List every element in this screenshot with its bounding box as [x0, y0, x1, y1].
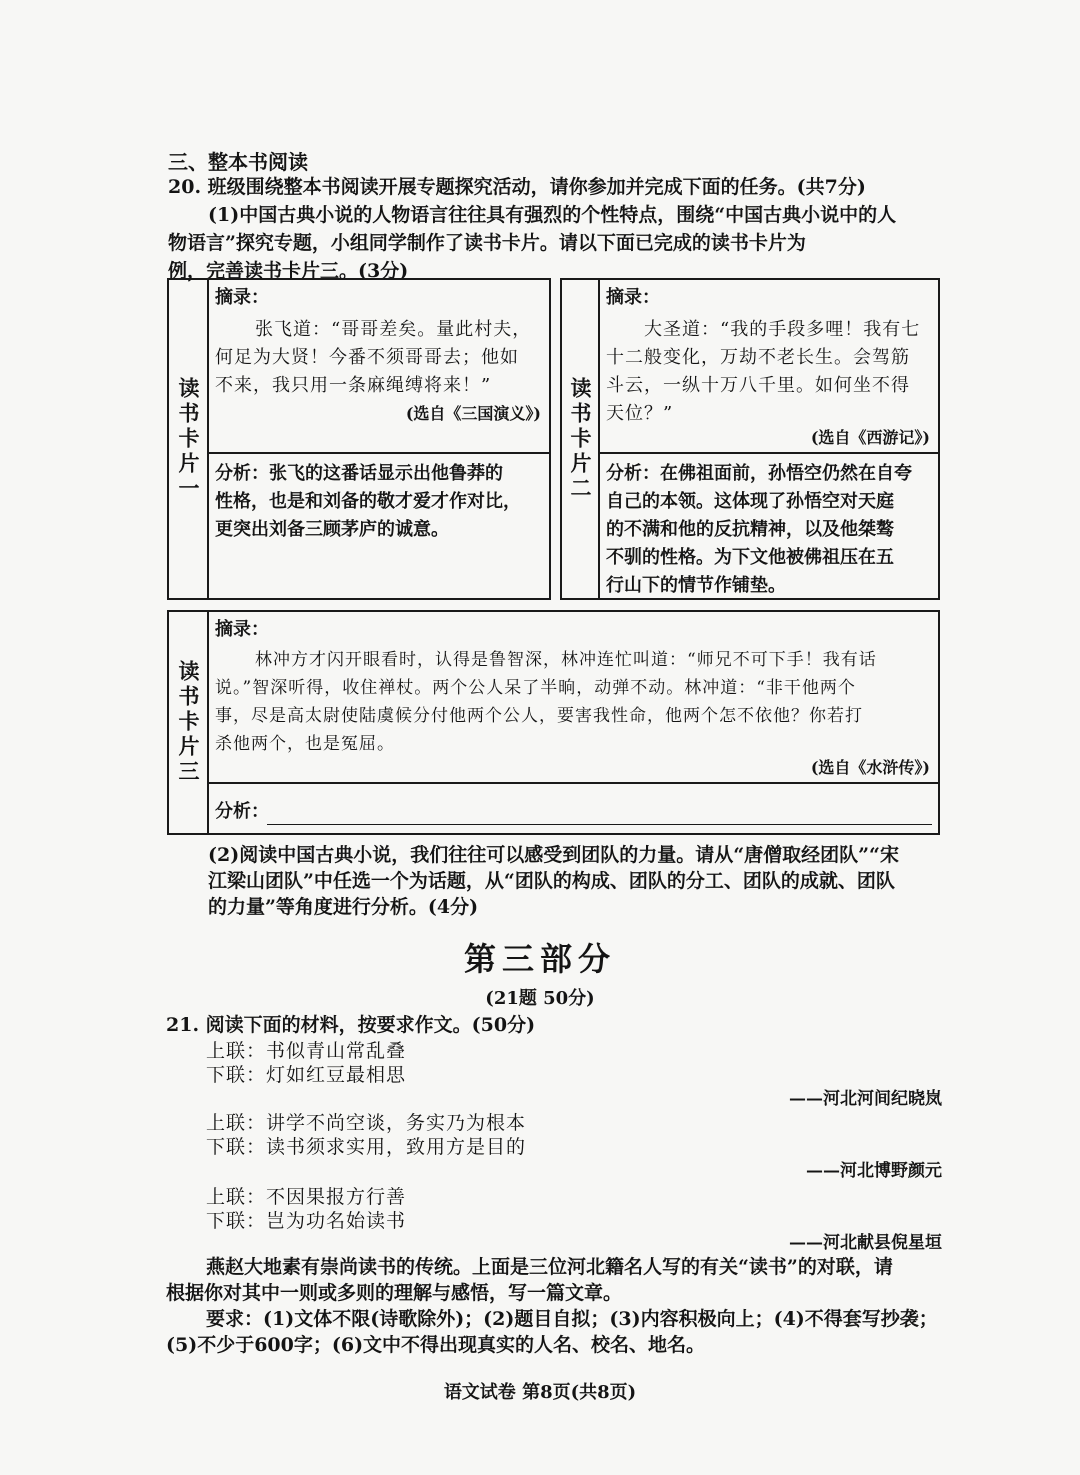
couplet-lower: 下联：读书须求实用，致用方是目的 [206, 1136, 527, 1158]
card-2-excerpt-label: 摘录： [606, 287, 660, 308]
q20-part2-line-3: 的力量”等角度进行分析。(4分) [208, 896, 479, 918]
card-1-excerpt-line: 何足为大贤！今番不须哥哥去；他如 [215, 347, 519, 368]
card-3-excerpt-line: 说。”智深听得，收住禅杖。两个公人呆了半晌，动弹不动。林冲道：“非干他两个 [215, 678, 856, 698]
card-2-analysis-line: 自己的本领。这体现了孙悟空对天庭 [606, 491, 894, 512]
couplet-author: ——河北献县倪星垣 [789, 1233, 942, 1253]
q21-body-line: 要求：(1)文体不限(诗歌除外)；(2)题目自拟；(3)内容积极向上；(4)不得套写抄袭； [206, 1308, 938, 1330]
q21-intro: 21. 阅读下面的材料，按要求作文。(50分) [166, 1014, 536, 1036]
page-footer: 语文试卷 第8页(共8页) [443, 1382, 637, 1403]
card-1-analysis-line: 性格，也是和刘备的敬才爱才作对比， [215, 491, 521, 512]
card-2-excerpt-line: 斗云，一纵十万八千里。如何坐不得 [606, 375, 910, 396]
card-2-analysis-line: 行山下的情节作铺垫。 [606, 575, 786, 596]
card-2-analysis-line: 分析：在佛祖面前，孙悟空仍然在自夸 [606, 463, 912, 484]
card-1-analysis-line: 分析：张飞的这番话显示出他鲁莽的 [215, 463, 503, 484]
reading-card-2 [560, 278, 940, 600]
card-1-analysis-line: 更突出刘备三顾茅庐的诚意。 [215, 519, 449, 540]
card-2-excerpt-line: 大圣道：“我的手段多哩！我有七 [644, 319, 921, 340]
card-2-source: (选自《西游记》) [810, 428, 930, 447]
q20-line-4: 例，完善读书卡片三。(3分) [168, 260, 409, 282]
card-3-excerpt-line: 事，尽是高太尉使陆虞候分付他两个公人，要害我性命，他两个怎不依他？你若打 [215, 706, 863, 726]
card-1-divider [209, 452, 549, 454]
card-2-side: 读书卡片二 [562, 280, 600, 598]
reading-card-1 [167, 278, 551, 600]
card-1-source: (选自《三国演义》) [405, 404, 541, 423]
card-3-divider [209, 782, 938, 784]
card-2-analysis-line: 的不满和他的反抗精神，以及他桀骜 [606, 519, 894, 540]
couplet-lower: 下联：灯如红豆最相思 [206, 1064, 407, 1086]
couplet-author: ——河北河间纪晓岚 [789, 1089, 942, 1109]
q21-body-line: 燕赵大地素有崇尚读书的传统。上面是三位河北籍名人写的有关“读书”的对联，请 [206, 1256, 893, 1278]
part3-subtitle: (21题 50分) [485, 988, 595, 1009]
q20-line-2: (1)中国古典小说的人物语言往往具有强烈的个性特点，围绕“中国古典小说中的人 [208, 204, 897, 226]
card-3-side: 读书卡片三 [169, 612, 209, 833]
card-3-answer-line[interactable] [267, 824, 932, 825]
q20-line-3: 物语言”探究专题，小组同学制作了读书卡片。请以下面已完成的读书卡片为 [168, 232, 806, 254]
card-1-excerpt-label: 摘录： [215, 287, 269, 308]
card-2-excerpt-line: 十二般变化，万劫不老长生。会驾筋 [606, 347, 910, 368]
card-3-excerpt-label: 摘录： [215, 619, 269, 640]
couplet-upper: 上联：讲学不尚空谈，务实乃为根本 [206, 1112, 527, 1134]
section-heading: 三、整本书阅读 [168, 150, 308, 174]
q20-part2-line-2: 江梁山团队”中任选一个为话题，从“团队的构成、团队的分工、团队的成就、团队 [208, 870, 895, 892]
card-3-excerpt-line: 杀他两个，也是冤屈。 [215, 734, 395, 754]
card-3-excerpt-line: 林冲方才闪开眼看时，认得是鲁智深，林冲连忙叫道：“师兄不可下手！我有话 [255, 650, 877, 670]
q20-line-1: 20. 班级围绕整本书阅读开展专题探究活动，请你参加并完成下面的任务。(共7分) [168, 176, 866, 198]
couplet-author: ——河北博野颜元 [806, 1161, 942, 1181]
couplet-upper: 上联：不因果报方行善 [206, 1186, 407, 1208]
couplet-upper: 上联：书似青山常乱叠 [206, 1040, 407, 1062]
couplet-lower: 下联：岂为功名始读书 [206, 1210, 407, 1232]
card-2-divider [600, 452, 938, 454]
card-2-analysis-line: 不驯的性格。为下文他被佛祖压在五 [606, 547, 894, 568]
part3-title: 第三部分 [463, 940, 616, 978]
q21-body-line: 根据你对其中一则或多则的理解与感悟，写一篇文章。 [166, 1282, 623, 1304]
reading-card-3 [167, 610, 940, 835]
card-3-analysis-label: 分析： [215, 801, 269, 822]
card-2-excerpt-line: 天位？” [606, 403, 674, 424]
card-1-excerpt-line: 张飞道：“哥哥差矣。量此村夫， [255, 319, 532, 340]
card-3-source: (选自《水浒传》) [810, 758, 930, 777]
card-1-side: 读书卡片一 [169, 280, 209, 598]
card-1-excerpt-line: 不来，我只用一条麻绳缚将来！” [215, 375, 492, 396]
q21-body-line: (5)不少于600字；(6)文中不得出现真实的人名、校名、地名。 [166, 1334, 706, 1356]
q20-part2-line-1: (2)阅读中国古典小说，我们往往可以感受到团队的力量。请从“唐僧取经团队”“宋 [208, 844, 899, 866]
